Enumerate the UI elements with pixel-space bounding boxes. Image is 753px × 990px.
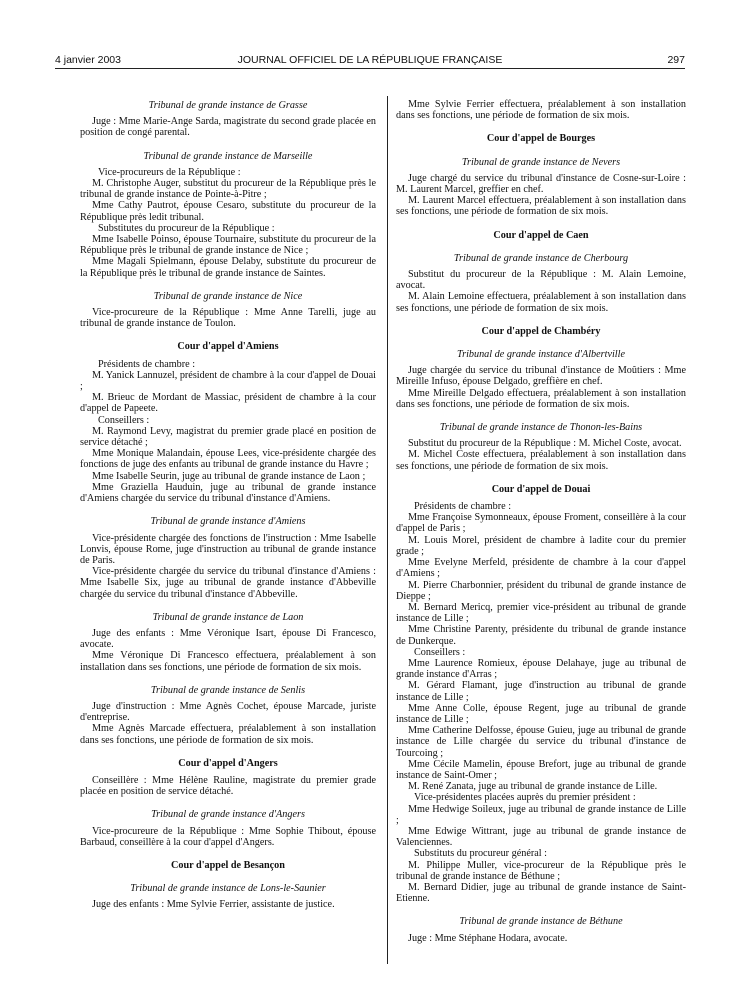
tribunal-heading: Tribunal de grande instance de Grasse (148, 100, 308, 111)
paragraph: Mme Laurence Romieux, épouse Delahaye, juge au tribunal de grande instance d'Arras ; (396, 657, 686, 681)
paragraph: M. Raymond Levy, magistrat du premier grade placé en position de service détaché ; (80, 425, 376, 449)
paragraph: Mme Catherine Delfosse, épouse Guieu, juge au tribunal de grande instance de Lille chargée du service du tribunal d'instance de Tourcoing ; (396, 725, 686, 759)
tribunal-heading: Tribunal de grande instance d'Angers (151, 809, 305, 821)
paragraph: Mme Cécile Mamelin, épouse Brefort, juge au tribunal de grande instance de Saint-Omer ; (396, 758, 686, 781)
tribunal-heading: Tribunal de grande instance de Senlis (150, 684, 306, 696)
column-divider (387, 96, 388, 964)
subheading: Conseillers : (98, 414, 150, 426)
paragraph: Juge : Mme Stéphane Hodara, avocate. (408, 932, 568, 944)
journal-title: JOURNAL OFFICIEL DE LA RÉPUBLIQUE FRANÇAISE (237, 54, 503, 66)
tribunal-heading: Tribunal de grande instance de Béthune (459, 916, 623, 928)
paragraph: Vice-présidente chargée des fonctions de l'instruction : Mme Isabelle Lonvis, épouse Rome, juge d'instruction au tribunal de grande instance de Paris. (80, 532, 376, 566)
subheading: Présidents de chambre : (414, 501, 512, 513)
court-heading: Cour d'appel de Bourges (486, 133, 596, 145)
paragraph: Mme Isabelle Poinso, épouse Tournaire, substitute du procureur de la République près le tribunal de grande instance de Nice ; (80, 234, 376, 257)
paragraph: Mme Edwige Wittrant, juge au tribunal de grande instance de Valenciennes. (396, 825, 686, 849)
paragraph: Mme Christine Parenty, présidente du tribunal de grande instance de Dunkerque. (396, 624, 686, 647)
right-column (396, 99, 686, 944)
page-number: 297 (667, 54, 685, 66)
tribunal-heading: Tribunal de grande instance de Cherbourg (453, 252, 629, 264)
paragraph: Juge : Mme Marie-Ange Sarda, magistrate du second grade placée en position de congé parental. (80, 116, 376, 139)
paragraph: Mme Agnès Marcade effectuera, préalablement à son installation dans ses fonctions, une période de formation de six mois. (80, 723, 376, 746)
paragraph: Juge chargée du service du tribunal d'instance de Moûtiers : Mme Mireille Infuso, épouse Delgado, greffière en chef. (396, 365, 686, 388)
subheading: Substituts du procureur général : (414, 848, 547, 860)
paragraph: M. Gérard Flamant, juge d'instruction au tribunal de grande instance de Lille ; (396, 680, 686, 703)
paragraph: Mme Anne Colle, épouse Regent, juge au tribunal de grande instance de Lille ; (396, 702, 686, 725)
paragraph: M. Laurent Marcel effectuera, préalablement à son installation dans ses fonctions, une période de formation de six mois. (396, 195, 686, 218)
paragraph: Mme Evelyne Merfeld, présidente de chambre à la cour d'appel d'Amiens ; (396, 557, 686, 580)
paragraph: M. Philippe Muller, vice-procureur de la République près le tribunal de grande instance de Béthune ; (396, 859, 686, 882)
paragraph: Vice-procureure de la République : Mme Sophie Thibout, épouse Barbaud, conseillère à la cour d'appel d'Angers. (80, 825, 376, 848)
paragraph: Juge d'instruction : Mme Agnès Cochet, épouse Marcade, juriste d'entreprise. (80, 700, 376, 724)
paragraph: M. Louis Morel, président de chambre à ladite cour du premier grade ; (396, 534, 686, 557)
paragraph: M. René Zanata, juge au tribunal de grande instance de Lille. (408, 781, 658, 793)
paragraph: Mme Françoise Symonneaux, épouse Froment, conseillère à la cour d'appel de Paris ; (396, 512, 686, 535)
subheading: Vice-procureurs de la République : (98, 166, 241, 178)
paragraph: Vice-procureure de la République : Mme Anne Tarelli, juge au tribunal de grande instance de Toulon. (80, 307, 376, 330)
paragraph: Substitut du procureur de la République : M. Michel Coste, avocat. (408, 438, 682, 450)
court-heading: Cour d'appel de Besançon (171, 859, 285, 871)
paragraph: M. Yanick Lannuzel, président de chambre à la cour d'appel de Douai ; (80, 369, 376, 393)
tribunal-heading: Tribunal de grande instance de Marseille (143, 150, 313, 162)
paragraph: M. Brieuc de Mordant de Massiac, président de chambre à la cour d'appel de Papeete. (80, 392, 376, 415)
paragraph: Mme Magali Spielmann, épouse Delaby, substitute du procureur de la République près le tribunal de grande instance de Saintes. (80, 256, 376, 279)
paragraph: Mme Monique Malandain, épouse Lees, vice-présidente chargée des fonctions de juge des enfants au tribunal de grande instance du Havre ; (80, 448, 376, 471)
tribunal-heading: Tribunal de grande instance de Nice (153, 290, 303, 302)
header-rule (55, 68, 685, 69)
tribunal-heading: Tribunal de grande instance d'Albertville (457, 349, 625, 361)
paragraph: Conseillère : Mme Hélène Rauline, magistrate du premier grade placée en position de service détaché. (80, 774, 376, 798)
paragraph: M. Bernard Mericq, premier vice-président au tribunal de grande instance de Lille ; (396, 601, 686, 625)
subheading: Présidents de chambre : (98, 358, 196, 370)
paragraph: Juge des enfants : Mme Sylvie Ferrier, assistante de justice. (92, 899, 335, 911)
paragraph: Juge des enfants : Mme Véronique Isart, épouse Di Francesco, avocate. (80, 627, 376, 651)
paragraph: Juge chargé du service du tribunal d'instance de Cosne-sur-Loire : M. Laurent Marcel, greffier en chef. (396, 172, 686, 196)
paragraph: M. Christophe Auger, substitut du procureur de la République près le tribunal de grande instance de Pointe-à-Pitre ; (80, 178, 376, 201)
court-heading: Cour d'appel d'Amiens (177, 341, 279, 353)
subheading: Substitutes du procureur de la République : (98, 222, 275, 234)
paragraph: M. Pierre Charbonnier, président du tribunal de grande instance de Dieppe ; (396, 579, 686, 602)
paragraph: Vice-présidente chargée du service du tribunal d'instance d'Amiens : Mme Isabelle Six, juge au tribunal de grande instance d'Abbeville chargée du service du tribunal d'instance d'Abbeville. (80, 566, 376, 600)
paragraph: Mme Graziella Hauduin, juge au tribunal de grande instance d'Amiens chargée du service du tribunal d'instance d'Amiens. (80, 481, 376, 505)
paragraph: Mme Mireille Delgado effectuera, préalablement à son installation dans ses fonctions, une période de formation de six mois. (396, 387, 686, 410)
paragraph: Mme Cathy Pautrot, épouse Cesaro, substitute du procureur de la République près ledit tribunal. (80, 200, 376, 223)
paragraph: M. Michel Coste effectuera, préalablement à son installation dans ses fonctions, une période de formation de six mois. (396, 449, 686, 472)
court-heading: Cour d'appel de Chambéry (481, 325, 601, 337)
court-heading: Cour d'appel d'Angers (178, 757, 278, 769)
tribunal-heading: Tribunal de grande instance de Nevers (461, 156, 621, 168)
tribunal-heading: Tribunal de grande instance de Lons-le-Saunier (130, 883, 326, 895)
paragraph: M. Bernard Didier, juge au tribunal de grande instance de Saint-Etienne. (396, 881, 686, 905)
left-column (80, 100, 376, 911)
paragraph: Mme Hedwige Soileux, juge au tribunal de grande instance de Lille ; (396, 803, 686, 826)
paragraph: M. Alain Lemoine effectuera, préalablement à son installation dans ses fonctions, une période de formation de six mois. (396, 291, 686, 314)
court-heading: Cour d'appel de Caen (493, 229, 589, 241)
tribunal-heading: Tribunal de grande instance de Thonon-les-Bains (439, 422, 643, 434)
subheading: Vice-présidentes placées auprès du premier président : (414, 792, 636, 804)
paragraph: Mme Sylvie Ferrier effectuera, préalablement à son installation dans ses fonctions, une période de formation de six mois. (396, 99, 686, 122)
paragraph: Mme Véronique Di Francesco effectuera, préalablement à son installation dans ses fonctions, une période de formation de six mois. (80, 650, 376, 673)
paragraph: Mme Isabelle Seurin, juge au tribunal de grande instance de Laon ; (92, 470, 366, 482)
paragraph: Substitut du procureur de la République : M. Alain Lemoine, avocat. (396, 269, 686, 292)
page-header (55, 54, 685, 68)
subheading: Conseillers : (414, 646, 466, 658)
tribunal-heading: Tribunal de grande instance de Laon (152, 611, 304, 623)
header-date: 4 janvier 2003 (55, 54, 121, 66)
tribunal-heading: Tribunal de grande instance d'Amiens (150, 516, 306, 528)
court-heading: Cour d'appel de Douai (491, 483, 591, 495)
